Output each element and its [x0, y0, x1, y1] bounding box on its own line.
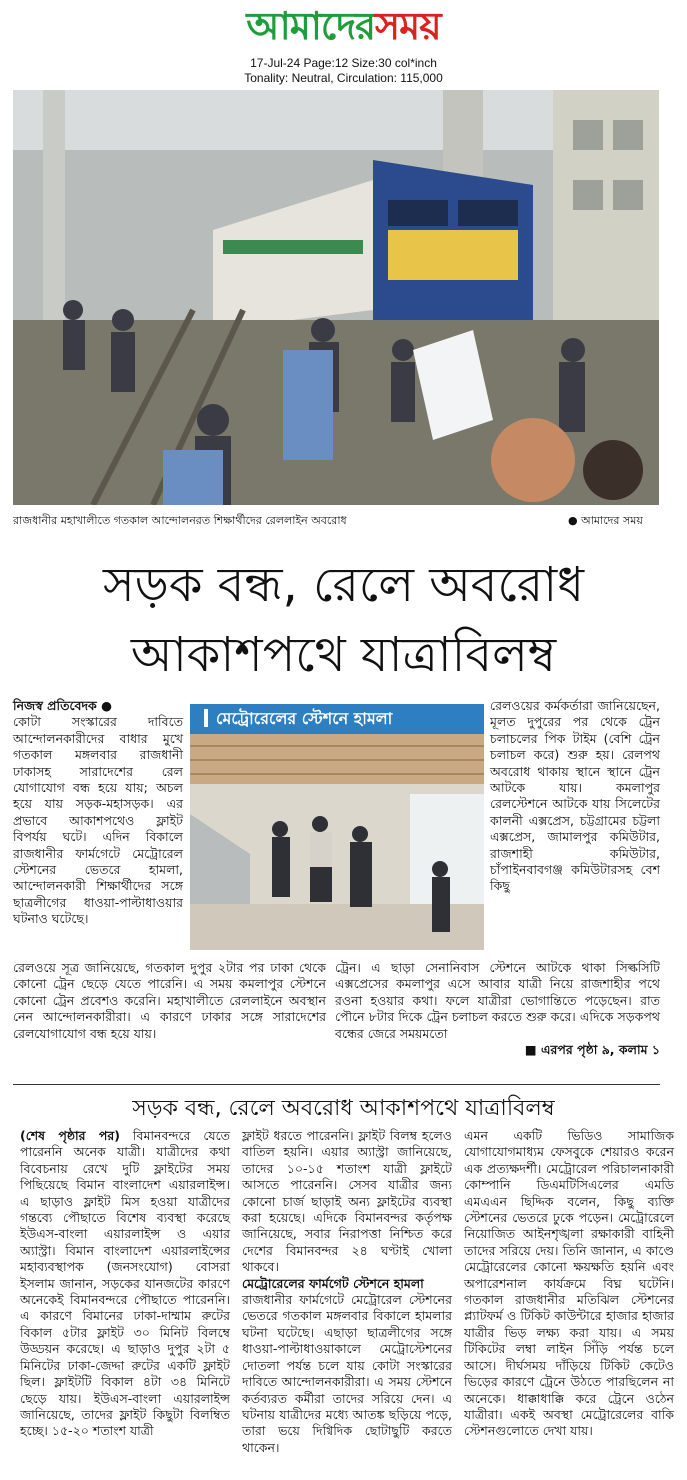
lead-wide-text: রেলওয়ে সূত্র জানিয়েছে, গতকাল দুপুর ২টার পর ঢাকা থেকে কোনো ট্রেন ছেড়ে যেতে পারেনি। এ সময় কমলাপুর স্টেশনে কোনো ট্রেন প্রবেশও করেনি। মহাখালীতে রেললাইনে অবস্থান নেন আন্দোলনকারীরা। এ কারণে ঢাকার সঙ্গে সারাদেশের রেলযোগাযোগ বন্ধ হয়ে যায়। — [13, 960, 326, 1041]
continuation-lead-tag: (শেষ পৃষ্ঠার পর) — [20, 1128, 120, 1143]
continuation-column-1 — [20, 1128, 230, 1440]
lead-wide-left — [13, 960, 326, 1042]
masthead — [0, 4, 687, 48]
rail-blockade-photo — [13, 90, 659, 505]
clip-meta-line1: 17-Jul-24 Page:12 Size:30 col*inch — [250, 56, 437, 70]
metro-station-scene — [190, 734, 484, 950]
section-divider — [13, 1084, 660, 1085]
metro-station-photo — [190, 734, 484, 950]
byline: নিজস্ব প্রতিবেদক ● — [13, 698, 113, 713]
metro-box-title: মেট্রোরেলের স্টেশনে হামলা — [216, 709, 393, 728]
continuation-subhead: মেট্রোরেলের ফার্মগেট স্টেশনে হামলা — [242, 1275, 424, 1291]
lead-column-1 — [13, 698, 183, 928]
clip-meta-line2: Tonality: Neutral, Circulation: 115,000 — [244, 71, 443, 85]
newspaper-logo: আমাদেরসময় — [246, 3, 441, 48]
lead-wide-right — [335, 960, 660, 1058]
top-photo-credit: ● আমাদের সময় — [568, 514, 643, 527]
main-headline-line1: সড়ক বন্ধ, রেলে অবরোধ — [102, 557, 585, 613]
continuation-col3-text: এমন একটি ভিডিও সামাজিক যোগাযোগমাধ্যম ফেসবুকে শেয়ারও করেন এক প্রত্যক্ষদর্শী। মেট্রোরেল পরিচালনাকারী কোম্পানি ডিএমটিসিএলের এমডি এমএএন ছিদ্দিক বলেন, কিছু ব্যক্তি স্টেশনের ভেতরে ঢুকে পড়েন। মেট্রোরেলে নিয়োজিত আইনশৃঙ্খলা রক্ষাকারী বাহিনী তাদের সরিয়ে দেয়। তিনি জানান, এ কাণ্ডে মেট্রোরেলের কোনো ক্ষয়ক্ষতি হয়নি এবং অপারেশনাল কার্যক্রমে বিঘ্ন ঘটেনি। গতকাল রাজধানীর মতিঝিল স্টেশনের প্ল্যাটফর্ম ও টিকিট কাউন্টারে হাজার হাজার যাত্রীর ভিড় লক্ষ্য করা যায়। এ সময় টিকিটের লম্বা লাইন সিঁড়ি পর্যন্ত চলে আসে। দীর্ঘসময় দাঁড়িয়ে টিকিট কেটেও ভিড়ের কারণে ট্রেনে উঠতে পারছিলেন না অনেকে। ধাক্কাধাক্কি করে ট্রেনে ওঠেন যাত্রীরা। একই অবস্থা মেট্রোরেলের বাকি স্টেশনগুলোতে দেখা যায়। — [464, 1128, 674, 1439]
continuation-headline: সড়ক বন্ধ, রেলে অবরোধ আকাশপথে যাত্রাবিলম্ব — [132, 1096, 555, 1121]
lead-col1-text: কোটা সংস্কারের দাবিতে আন্দোলনকারীদের বাধার মুখে গতকাল মঙ্গলবার রাজধানী ঢাকাসহ সারাদেশের রেল যোগাযোগ বন্ধ হয়ে যায়; অচল হয়ে যায় সড়ক-মহাসড়ক। এর প্রভাবে আকাশপথেও ফ্লাইট বিপর্যয় ঘটে। এদিন বিকালে রাজধানীর ফার্মগেটে মেট্রোরেল স্টেশনের ভেতরে হামলা, আন্দোলনকারী শিক্ষার্থীদের সঙ্গে ছাত্রলীগের ধাওয়া-পাল্টাধাওয়ার ঘটনাও ঘটেছে। — [13, 714, 183, 927]
continuation-column-2 — [242, 1128, 452, 1456]
jump-line: ■ এরপর পৃষ্ঠা ৯, কলাম ১ — [524, 1042, 660, 1058]
lead-right-col-text: রেলওয়ের কর্মকর্তারা জানিয়েছেন, মূলত দুপুরের পর থেকে ট্রেন চলাচলের পিক টাইম (বেশি ট্রেন চলাচল করে) শুরু হয়। রেলপথ অবরোধ থাকায় স্থানে স্থানে ট্রেন আটকে যায়। কমলাপুর রেলস্টেশনে আটকে যায় সিলেটের কালনী এক্সপ্রেস, চট্টগ্রামের চট্টলা এক্সপ্রেস, জামালপুর কমিউটার, রাজশাহী কমিউটার, চাঁপাইনবাবগঞ্জ কমিউটারসহ বেশ কিছু — [490, 698, 660, 894]
top-photo — [13, 90, 659, 505]
top-photo-caption: রাজধানীর মহাখালীতে গতকাল আন্দোলনরত শিক্ষার্থীদের রেললাইন অবরোধ — [13, 514, 347, 527]
metro-box-title-bar — [190, 704, 484, 734]
lead-column-3 — [490, 698, 660, 895]
lead-wide2-text: ট্রেন। এ ছাড়া সেনানিবাস স্টেশনে আটকে থাকা সিল্কসিটি এক্সপ্রেসের কমলাপুর এসে আবার যাত্রী নিয়ে রাজশাহীর পথে রওনা হওয়ার কথা। ফলে যাত্রীরা ভোগান্তিতে পড়েছেন। রাত পৌনে ৮টার দিকে ট্রেন চলাচল করতে শুরু করে। এদিকে সড়কপথ বন্ধের জেরে সময়মতো — [335, 960, 660, 1041]
bar-marker-icon — [204, 709, 208, 727]
metro-attack-box — [190, 704, 484, 950]
continuation-col1-text: বিমানবন্দরে যেতে পারেননি অনেক যাত্রী। যাত্রীদের কথা বিবেচনায় রেখে দুটি ফ্লাইটের সময় পিছিয়েছে বিমান বাংলাদেশ এয়ারলাইন্স। এ ছাড়াও ফ্লাইট মিস হওয়া যাত্রীদের গন্তব্যে পৌছাতে বিশেষ ব্যবস্থা করেছে ইউএস-বাংলা এয়ারলাইন্স ও এয়ার অ্যাস্ট্রা। বিমান বাংলাদেশ এয়ারলাইন্সের মহাব্যবস্থাপক (জনসংযোগ) বোসরা ইসলাম জানান, সড়কের যানজটের কারণে অনেকেই বিমানবন্দরে পৌছাতে পারেননি। এ কারণে বিমানের ঢাকা-দাম্মাম রুটের বিকাল ৫টার ফ্লাইট ৩০ মিনিট বিলম্বে উড্ডয়ন করেছে। এ ছাড়াও দুপুর ২টা ৫ মিনিটের ঢাকা-জেদ্দা রুটের একটি ফ্লাইট ছিল। ফ্লাইটটি বিকাল ৪টা ৩৪ মিনিটে ছেড়ে যায়। ইউএস-বাংলা এয়ারলাইন্স জানিয়েছে, তাদের ফ্লাইট কিছুটা বিলম্বিত হচ্ছে। ১৫-২০ শতাংশ যাত্রী — [20, 1128, 230, 1439]
continuation-col2a-text: ফ্লাইট ধরতে পারেননি। ফ্লাইট বিলম্ব হলেও বাতিল হয়নি। এয়ার অ্যাস্ট্রা জানিয়েছে, তাদের ১০-১৫ শতাংশ যাত্রী ফ্লাইটে আসতে পারেননি। সেসব যাত্রীর জন্য কোনো চার্জ ছাড়াই অন্য ফ্লাইটের ব্যবস্থা করা হয়েছে। এদিকে বিমানবন্দর কর্তৃপক্ষ জানিয়েছে, সবার নিরাপত্তা নিশ্চিত করে দেশের বিমানবন্দর ২৪ ঘণ্টাই খোলা থাকবে। — [242, 1128, 452, 1275]
main-headline-line2: আকাশপথে যাত্রাবিলম্ব — [130, 627, 557, 683]
continuation-column-3 — [464, 1128, 674, 1440]
continuation-col2b-text: রাজধানীর ফার্মগেটে মেট্রোরেল স্টেশনের ভেতরে গতকাল মঙ্গলবার বিকালে হামলার ঘটনা ঘটেছে। এছাড়া ছাত্রলীগের সঙ্গে ধাওয়া-পাল্টাধাওয়াকালে মেট্রোস্টেশনের দোতলা পর্যন্ত চলে যায় কোটা সংস্কারের দাবিতে আন্দোলনকারীরা। এ সময় স্টেশনে কর্তব্যরত কর্মীরা তাদের সরিয়ে দেন। এ ঘটনায় যাত্রীদের মধ্যে আতঙ্ক ছড়িয়ে পড়ে, তারা ভয়ে দিগ্বিদিক ছোটাছুটি করতে থাকেন। — [242, 1292, 452, 1455]
